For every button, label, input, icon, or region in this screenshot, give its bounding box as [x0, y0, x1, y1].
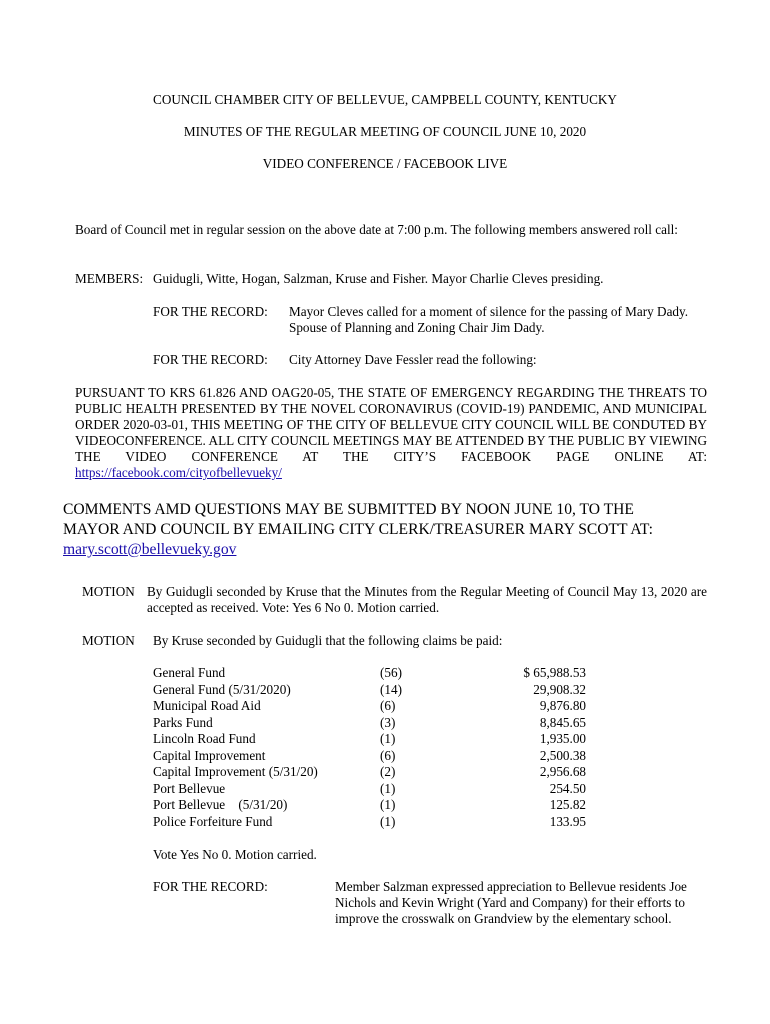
- claim-amount: 2,956.68: [539, 764, 586, 779]
- claim-amount: 1,935.00: [539, 731, 586, 746]
- pursuant-text: PURSUANT TO KRS 61.826 AND OAG20-05, THE STATE OF EMERGENCY REGARDING THE THREATS TO PUBLIC HEALTH PRESENTED BY THE NOVEL CORONAVIRUS (COVID-19) PANDEMIC, AND MUNICIPAL ORDER 2020-03-01, THIS MEETING OF THE CITY OF BELLEVUE CITY COUNCIL WILL BE CONDUTED BY VIDEOCONFERENCE. ALL CITY COUNCIL MEETINGS MAY BE ATTENDED BY THE PUBLIC BY VIEWING THE VIDEO CONFERENCE AT THE CITY’S FACEBOOK PAGE ONLINE AT:: [75, 385, 707, 464]
- vote-result: Vote Yes No 0. Motion carried.: [153, 847, 317, 862]
- members-label: MEMBERS:: [75, 271, 144, 286]
- claim-amount: 9,876.80: [539, 698, 586, 713]
- claim-amount: 8,845.65: [539, 714, 586, 730]
- motion-text-1: By Guidugli seconded by Kruse that the Minutes from the Regular Meeting of Council May 13, 2020 are accepted as received. Vote: Yes 6 No 0. Motion carried.: [147, 584, 707, 615]
- claim-count: (1): [380, 780, 396, 796]
- claim-count: (1): [380, 731, 396, 746]
- pursuant-paragraph: [75, 385, 707, 481]
- comments-text: COMMENTS AMD QUESTIONS MAY BE SUBMITTED BY NOON JUNE 10, TO THE MAYOR AND COUNCIL BY EMAILING CITY CLERK/TREASURER MARY SCOTT AT:: [63, 501, 653, 538]
- record-label-1: FOR THE RECORD:: [153, 304, 268, 319]
- claim-fund-name: Port Bellevue (5/31/20): [153, 797, 288, 812]
- facebook-link[interactable]: https://facebook.com/cityofbellevueky/: [75, 465, 282, 480]
- claim-amount: 254.50: [549, 780, 586, 796]
- claim-count: (6): [380, 698, 396, 713]
- claim-amount: 29,908.32: [533, 681, 586, 697]
- motion-text-2: By Kruse seconded by Guidugli that the following claims be paid:: [153, 633, 503, 648]
- claim-fund-name: Lincoln Road Fund: [153, 731, 256, 746]
- claim-fund-name: Port Bellevue: [153, 780, 226, 796]
- header-line-3: VIDEO CONFERENCE / FACEBOOK LIVE: [262, 156, 508, 171]
- record-text-1: Mayor Cleves called for a moment of silence for the passing of Mary Dady. Spouse of Planning and Zoning Chair Jim Dady.: [289, 304, 689, 335]
- email-link[interactable]: mary.scott@bellevueky.gov: [63, 541, 237, 558]
- claim-amount: 125.82: [549, 797, 586, 812]
- claim-fund-name: Capital Improvement (5/31/20): [153, 764, 318, 779]
- claim-fund-name: General Fund: [153, 665, 226, 680]
- claim-fund-name: Parks Fund: [153, 714, 213, 730]
- claim-fund-name: Municipal Road Aid: [153, 698, 261, 713]
- claim-count: (1): [380, 813, 396, 829]
- header-line-1: COUNCIL CHAMBER CITY OF BELLEVUE, CAMPBELL COUNTY, KENTUCKY: [153, 92, 617, 107]
- record-text-2: City Attorney Dave Fessler read the following:: [289, 352, 537, 367]
- claim-fund-name: General Fund (5/31/2020): [153, 681, 291, 697]
- members-text: Guidugli, Witte, Hogan, Salzman, Kruse and Fisher. Mayor Charlie Cleves presiding.: [153, 271, 604, 286]
- claim-fund-name: Capital Improvement: [153, 747, 266, 763]
- claim-amount: 2,500.38: [539, 747, 586, 763]
- record-text-3: Member Salzman expressed appreciation to Bellevue residents Joe Nichols and Kevin Wright (Yard and Company) for their efforts to improve the crosswalk on Grandview by the elementary school.: [335, 879, 687, 926]
- header-line-2: MINUTES OF THE REGULAR MEETING OF COUNCIL JUNE 10, 2020: [183, 124, 587, 139]
- claim-count: (6): [380, 747, 396, 763]
- motion-label-1: MOTION: [82, 584, 135, 599]
- claim-count: (2): [380, 764, 396, 779]
- claim-fund-name: Police Forfeiture Fund: [153, 813, 273, 829]
- claim-count: (56): [380, 665, 402, 680]
- intro-paragraph: Board of Council met in regular session on the above date at 7:00 p.m. The following members answered roll call:: [75, 222, 678, 237]
- claim-count: (1): [380, 797, 396, 812]
- comments-paragraph: [63, 500, 693, 560]
- claim-count: (14): [380, 681, 402, 697]
- claim-count: (3): [380, 714, 396, 730]
- record-label-3: FOR THE RECORD:: [153, 879, 268, 894]
- motion-label-2: MOTION: [82, 633, 135, 648]
- record-label-2: FOR THE RECORD:: [153, 352, 268, 367]
- claim-amount: 133.95: [549, 813, 586, 829]
- claim-amount: $ 65,988.53: [523, 665, 586, 680]
